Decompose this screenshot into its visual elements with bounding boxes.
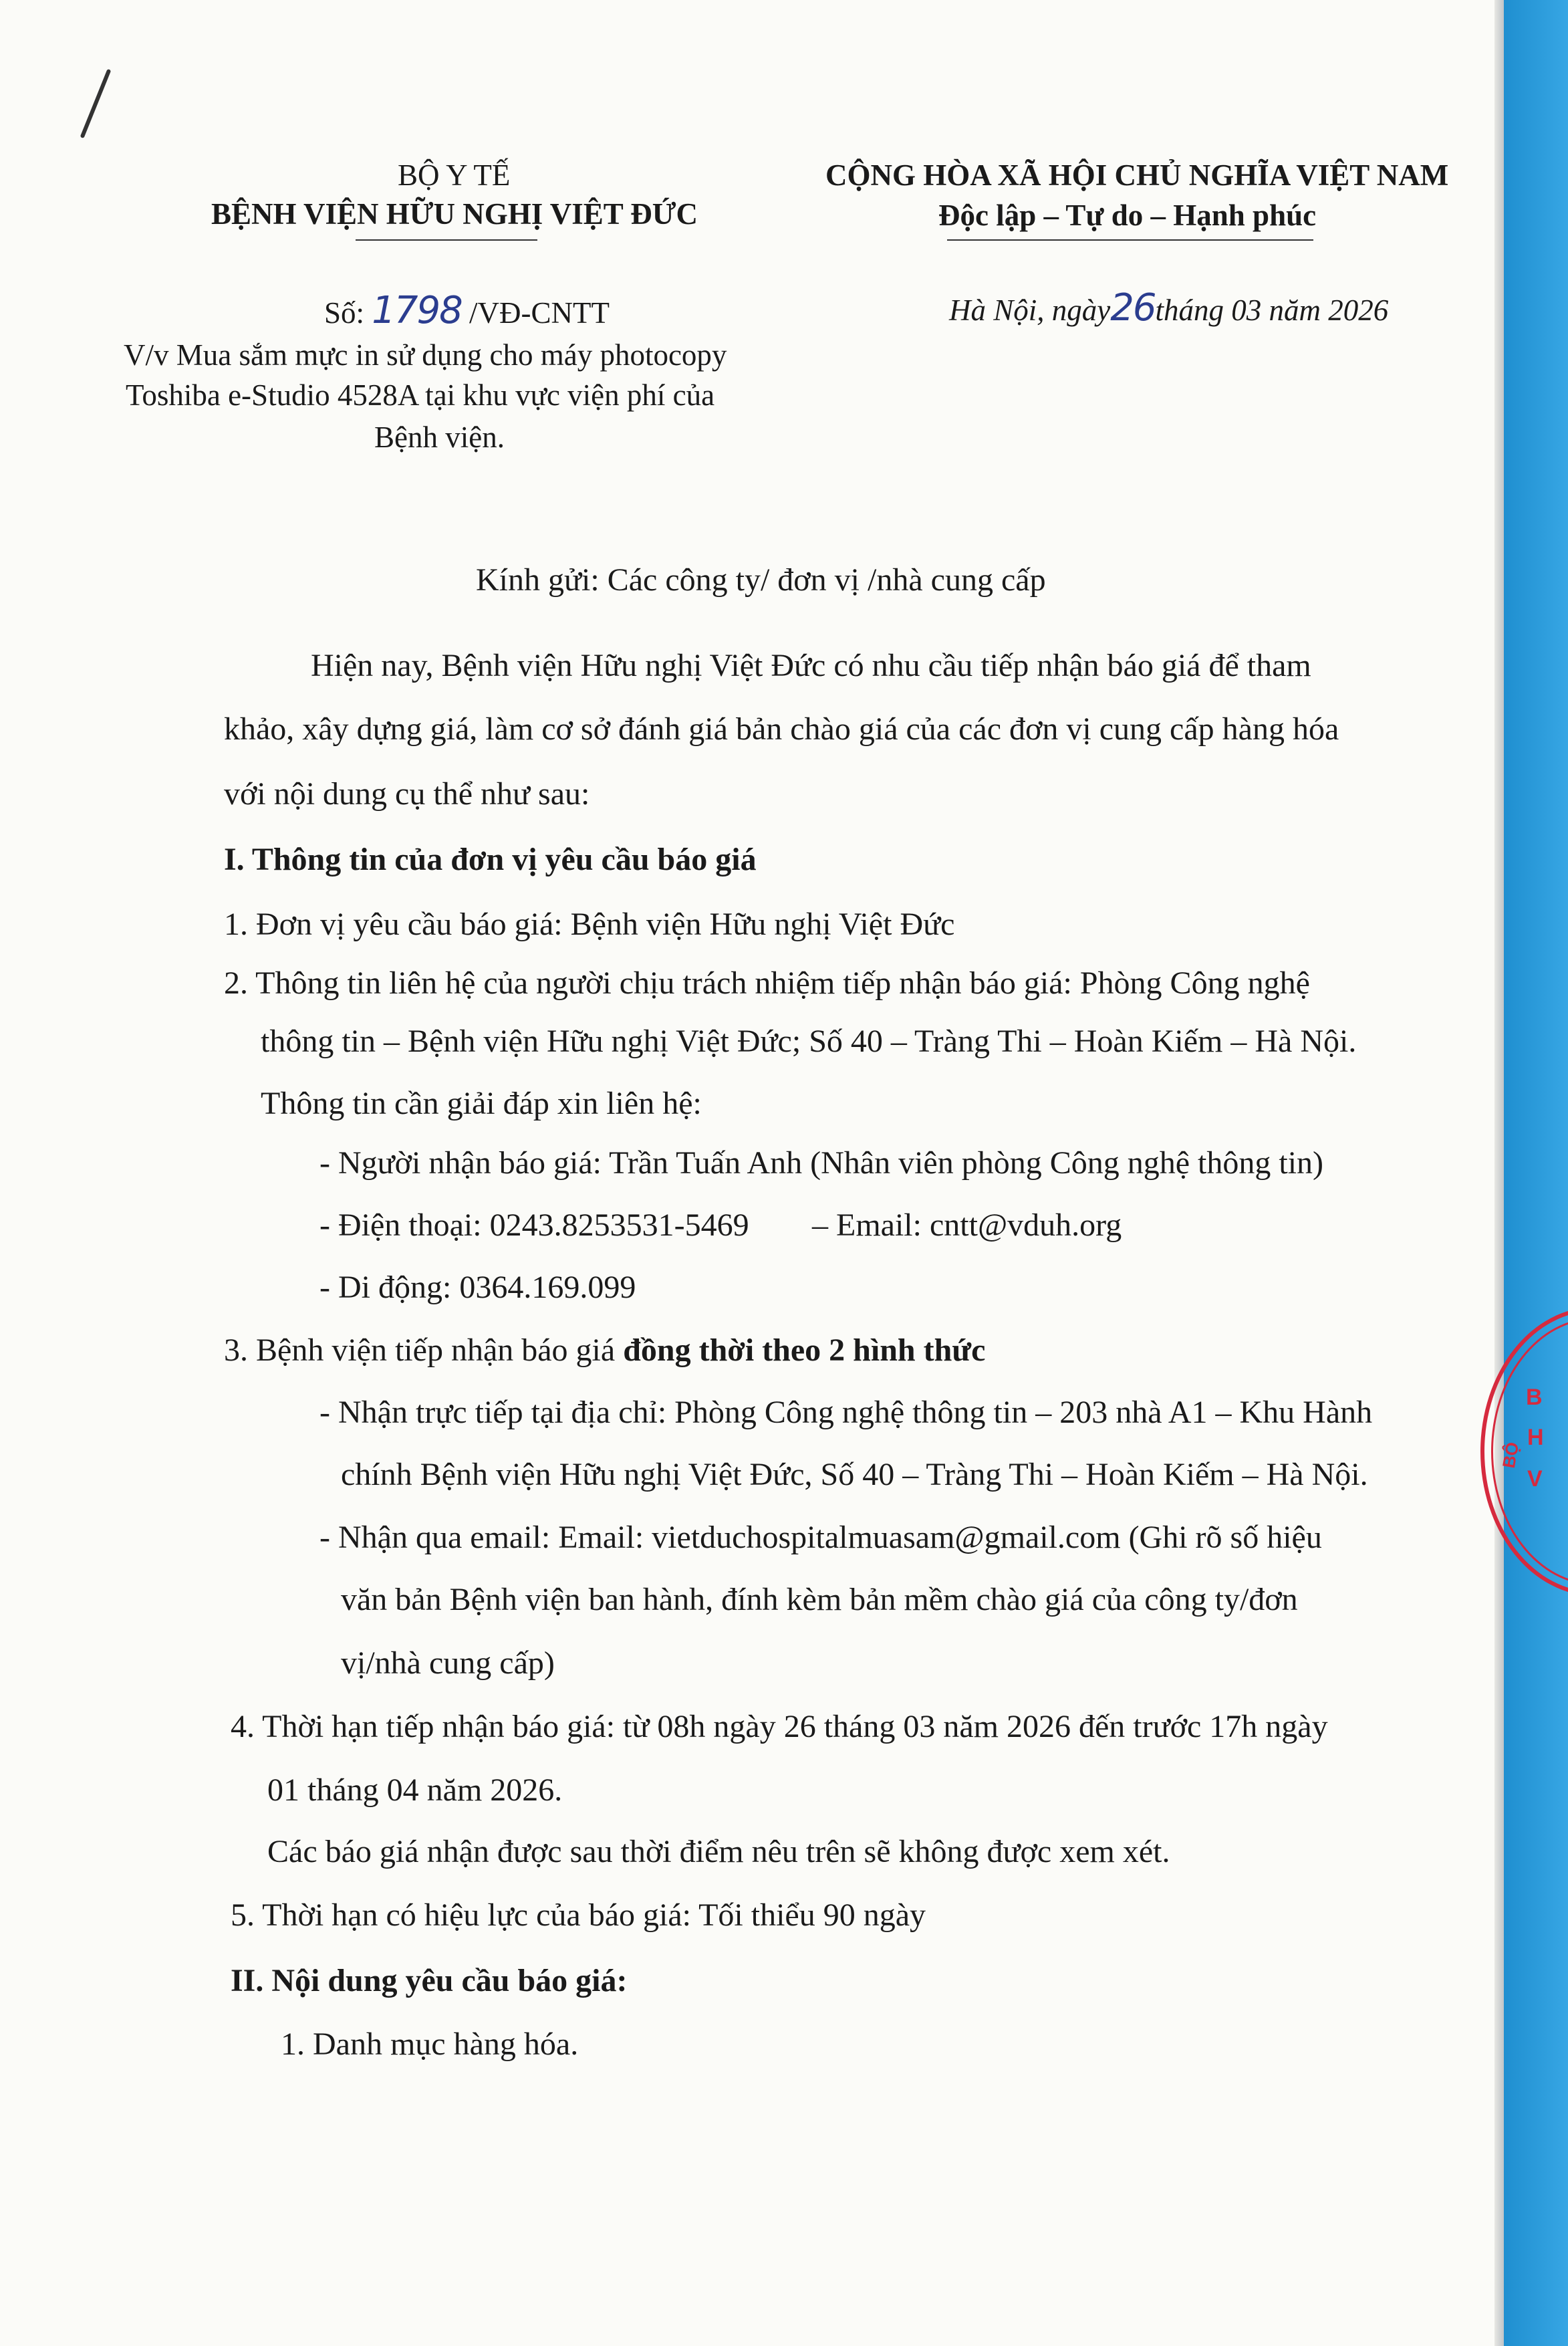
hospital-underline xyxy=(356,239,537,241)
section-1-item-2-line-3: Thông tin cần giải đáp xin liên hệ: xyxy=(261,1086,702,1121)
section-1-item-2-line-1: 2. Thông tin liên hệ của người chịu trách nhiệm tiếp nhận báo giá: Phòng Công nghệ xyxy=(224,965,1310,1001)
date-suffix: tháng 03 năm 2026 xyxy=(1155,294,1389,327)
section-1-item-5: 5. Thời hạn có hiệu lực của báo giá: Tối thiểu 90 ngày xyxy=(231,1897,926,1933)
email-submission-line-3: vị/nhà cung cấp) xyxy=(341,1645,555,1681)
reference-prefix: Số: xyxy=(324,296,365,330)
item-3-lead: 3. Bệnh viện tiếp nhận báo giá xyxy=(224,1332,624,1368)
section-1-item-4-line-1: 4. Thời hạn tiếp nhận báo giá: từ 08h ngày 26 tháng 03 năm 2026 đến trước 17h ngày xyxy=(231,1709,1328,1744)
seal-text-4: BỘ xyxy=(1498,1440,1523,1470)
section-2-title: II. Nội dung yêu cầu báo giá: xyxy=(231,1963,628,1998)
intro-line-1: Hiện nay, Bệnh viện Hữu nghị Việt Đức có nhu cầu tiếp nhận báo giá để tham xyxy=(311,648,1311,683)
section-1-title: I. Thông tin của đơn vị yêu cầu báo giá xyxy=(224,842,757,877)
contact-phone: - Điện thoại: 0243.8253531-5469 xyxy=(319,1207,749,1243)
contact-person: - Người nhận báo giá: Trần Tuấn Anh (Nhân viên phòng Công nghệ thông tin) xyxy=(319,1145,1324,1181)
seal-text-3: V xyxy=(1527,1466,1543,1492)
page-edge xyxy=(1494,0,1504,2346)
subject-line-2: Toshiba e-Studio 4528A tại khu vực viện phí của xyxy=(126,378,715,412)
seal-text-2: H xyxy=(1527,1425,1544,1450)
email-submission-line-2: văn bản Bệnh viện ban hành, đính kèm bản mềm chào giá của công ty/đơn xyxy=(341,1582,1298,1617)
email-submission-line-1: - Nhận qua email: Email: vietduchospitalmuasam@gmail.com (Ghi rõ số hiệu xyxy=(319,1520,1322,1555)
intro-line-3: với nội dung cụ thể như sau: xyxy=(224,776,590,812)
country-name: CỘNG HÒA XÃ HỘI CHỦ NGHĨA VIỆT NAM xyxy=(825,158,1449,192)
item-3-emphasis: đồng thời theo 2 hình thức xyxy=(623,1332,986,1368)
document-date xyxy=(949,286,1388,330)
direct-submission-line-1: - Nhận trực tiếp tại địa chỉ: Phòng Công nghệ thông tin – 203 nhà A1 – Khu Hành xyxy=(319,1395,1373,1430)
reference-number xyxy=(324,289,610,332)
motto-underline xyxy=(947,239,1313,241)
contact-email: – Email: cntt@vduh.org xyxy=(812,1207,1122,1243)
section-1-item-4-line-2: 01 tháng 04 năm 2026. xyxy=(267,1772,563,1808)
seal-text-1: B xyxy=(1526,1385,1543,1410)
ministry-name: BỘ Y TẾ xyxy=(398,158,511,192)
section-1-item-2-line-2: thông tin – Bệnh viện Hữu nghị Việt Đức; Số 40 – Tràng Thi – Hoàn Kiếm – Hà Nội. xyxy=(261,1024,1357,1059)
subject-line-1: V/v Mua sắm mực in sử dụng cho máy photocopy xyxy=(124,338,727,372)
intro-line-2: khảo, xây dựng giá, làm cơ sở đánh giá bản chào giá của các đơn vị cung cấp hàng hóa xyxy=(224,711,1339,747)
motto: Độc lập – Tự do – Hạnh phúc xyxy=(938,199,1317,232)
recipient-line: Kính gửi: Các công ty/ đơn vị /nhà cung cấp xyxy=(476,562,1046,598)
background-surface xyxy=(1504,0,1568,2346)
hospital-name: BỆNH VIỆN HỮU NGHỊ VIỆT ĐỨC xyxy=(211,197,698,231)
section-1-item-4-note: Các báo giá nhận được sau thời điểm nêu trên sẽ không được xem xét. xyxy=(267,1834,1170,1869)
handwritten-day: 26 xyxy=(1110,286,1156,330)
date-prefix: Hà Nội, ngày xyxy=(949,294,1111,327)
section-1-item-3 xyxy=(224,1332,985,1369)
handwritten-reference-number: 1798 xyxy=(372,289,462,332)
section-2-item-1: 1. Danh mục hàng hóa. xyxy=(281,2026,579,2062)
subject-line-3: Bệnh viện. xyxy=(374,421,505,454)
section-1-item-1: 1. Đơn vị yêu cầu báo giá: Bệnh viện Hữu nghị Việt Đức xyxy=(224,907,955,942)
contact-mobile: - Di động: 0364.169.099 xyxy=(319,1270,636,1305)
reference-suffix: /VĐ-CNTT xyxy=(469,296,610,330)
direct-submission-line-2: chính Bệnh viện Hữu nghị Việt Đức, Số 40 – Tràng Thi – Hoàn Kiếm – Hà Nội. xyxy=(341,1457,1368,1492)
